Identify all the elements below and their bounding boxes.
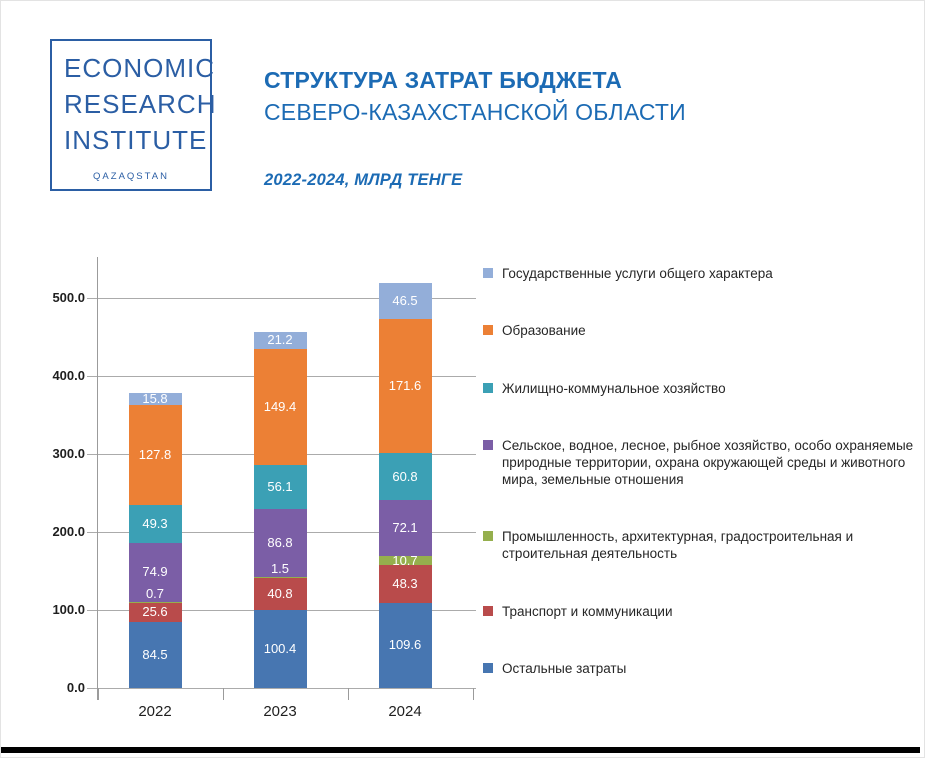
logo-text-line2: RESEARCH [64,89,217,119]
legend-swatch-icon [483,440,493,450]
logo-subtext: QAZAQSTAN [93,171,169,182]
bar-value-label: 149.4 [263,398,297,414]
bar-value-label: 15.8 [142,390,168,406]
bar-value-label: 171.6 [388,377,422,393]
legend-item [483,660,919,677]
bar-value-label: 56.1 [267,479,293,495]
x-axis-tick [473,688,474,700]
bar-value-label: 109.6 [388,637,422,653]
y-axis-tick-label: 200.0 [52,524,85,539]
legend-item [483,380,919,397]
bar-value-label: 49.3 [142,515,168,531]
bar-segment [129,602,182,603]
legend-swatch-icon [483,325,493,335]
x-axis-tick [348,688,349,700]
legend-item [483,528,919,562]
y-axis-tick-label: 300.0 [52,446,85,461]
legend-swatch-icon [483,606,493,616]
bar-value-label: 48.3 [392,575,418,591]
legend-label: Государственные услуги общего характера [502,266,773,281]
bar-value-label: 127.8 [138,446,172,462]
legend-item [483,322,919,339]
bar-value-label: 84.5 [142,647,168,663]
legend-label: Сельское, водное, лесное, рыбное хозяйство, особо охраняемые природные территории, охрана окружающей среды и животного мира, земельные отношения [502,437,914,487]
x-axis-tick [98,688,99,700]
legend-item [483,603,919,620]
legend-swatch-icon [483,663,493,673]
bar-value-label: 25.6 [142,604,168,620]
legend-item [483,437,919,488]
y-axis-tick-label: 500.0 [52,290,85,305]
bar-value-label: 10.7 [392,552,418,568]
bar-value-label: 0.7 [145,585,165,601]
legend-label: Промышленность, архитектурная, градостроительная и строительная деятельность [502,529,854,562]
bar-value-label: 21.2 [267,332,293,348]
legend-label: Остальные затраты [502,660,627,676]
x-axis-category-label: 2023 [263,703,297,720]
y-axis-tick-label: 100.0 [52,602,85,617]
legend-swatch-icon [483,268,493,278]
legend-label: Транспорт и коммуникации [502,603,673,619]
page-title-line2: СЕВЕРО-КАЗАХСТАНСКОЙ ОБЛАСТИ [264,99,686,125]
page-subtitle: 2022-2024, МЛРД ТЕНГЕ [264,171,463,189]
logo-text-line3: INSTITUTE [64,125,208,155]
x-axis-category-label: 2022 [138,703,172,720]
bar-value-label: 40.8 [267,585,293,601]
legend-item [483,265,919,282]
legend-label: Жилищно-коммунальное хозяйство [502,380,726,396]
logo-text-line1: ECONOMIC [64,53,215,83]
bar-value-label: 86.8 [267,534,293,550]
bar-value-label: 60.8 [392,468,418,484]
legend-label: Образование [502,323,586,339]
x-axis-category-label: 2024 [388,703,422,720]
page-title-line1: СТРУКТУРА ЗАТРАТ БЮДЖЕТА [264,67,623,93]
legend-swatch-icon [483,383,493,393]
chart-legend [483,265,919,677]
bar-value-label: 46.5 [392,292,418,308]
x-axis-tick [223,688,224,700]
y-axis-tick-label: 0.0 [66,680,85,695]
legend-swatch-icon [483,531,493,541]
bar-value-label: 1.5 [270,560,290,576]
bar-value-label: 74.9 [142,564,168,580]
footer-divider-bar [1,747,920,753]
bar-value-label: 100.4 [263,640,297,656]
bar-value-label: 72.1 [392,520,418,536]
y-axis-line [97,257,98,700]
y-axis-tick-label: 400.0 [52,368,85,383]
bar-segment [254,577,307,578]
